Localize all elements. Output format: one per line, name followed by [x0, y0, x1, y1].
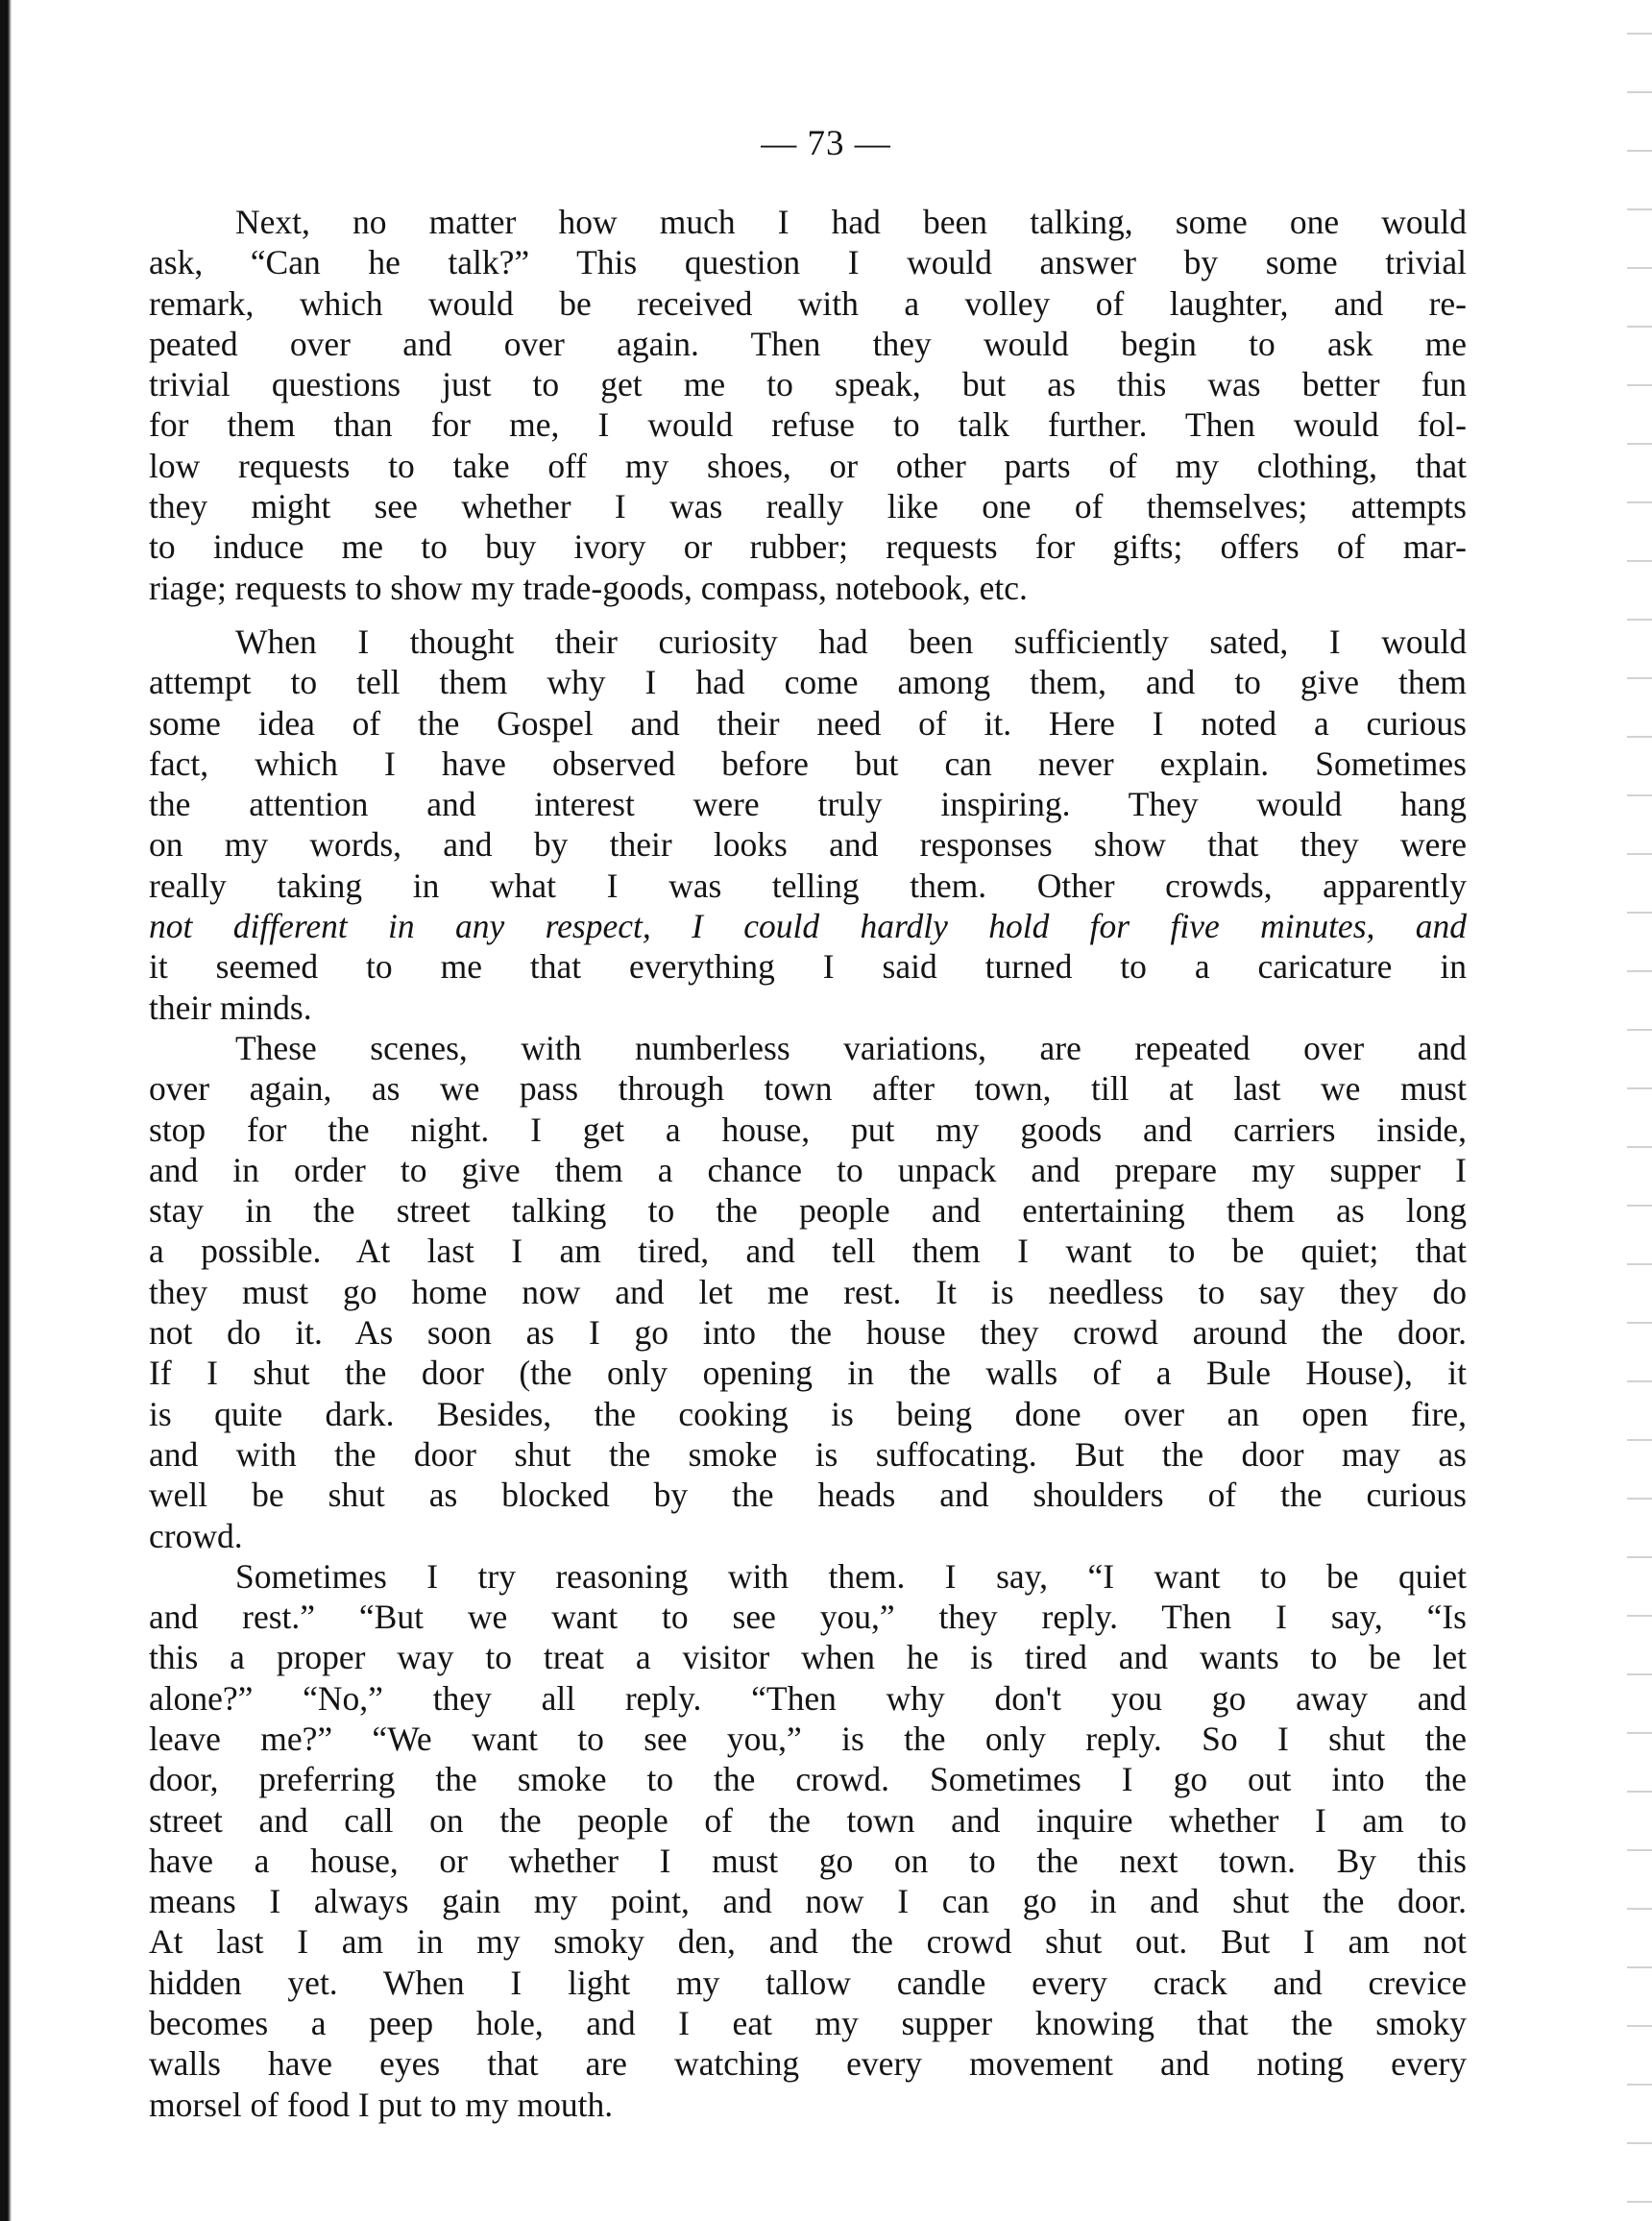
text-line: Next, no matter how much I had been talking, some one would	[235, 203, 1467, 241]
text-line: on my words, and by their looks and responses show that they were	[149, 825, 1467, 865]
text-line: attempt to tell them why I had come among them, and to give them	[149, 663, 1467, 702]
text-line: is quite dark. Besides, the cooking is being done over an open fire,	[149, 1394, 1467, 1433]
text-line: the attention and interest were truly inspiring. They would hang	[149, 785, 1467, 824]
paragraph-gap	[149, 608, 1467, 622]
text-line: and in order to give them a chance to unpack and prepare my supper I	[149, 1150, 1467, 1189]
text-line: means I always gain my point, and now I can go in and shut the door.	[149, 1882, 1467, 1921]
text-line: peated over and over again. Then they would begin to ask me	[149, 324, 1467, 363]
text-line: alone?” “No,” they all reply. “Then why don't you go away and	[149, 1678, 1467, 1718]
page-number: — 73 —	[761, 124, 891, 163]
paragraph	[149, 1028, 1467, 1556]
text-line: If I shut the door (the only opening in the walls of a Bule House), it	[149, 1354, 1467, 1393]
text-line: and rest.” “But we want to see you,” they reply. Then I say, “Is	[149, 1598, 1467, 1637]
text-line: stay in the street talking to the people and entertaining them as long	[149, 1191, 1467, 1231]
page-edge-noise	[1627, 0, 1652, 2221]
text-line: morsel of food I put to my mouth.	[149, 2085, 614, 2124]
text-line: and with the door shut the smoke is suffocating. But the door may as	[149, 1434, 1467, 1474]
text-line: Sometimes I try reasoning with them. I say, “I want to be quiet	[235, 1556, 1467, 1596]
text-line: to induce me to buy ivory or rubber; requests for gifts; offers of mar-	[149, 527, 1467, 567]
paragraph	[149, 202, 1467, 608]
text-line: riage; requests to show my trade-goods, compass, notebook, etc.	[149, 568, 1028, 607]
text-line: not different in any respect, I could hardly hold for five minutes, and	[149, 907, 1467, 946]
text-line: door, preferring the smoke to the crowd. Sometimes I go out into the	[149, 1760, 1467, 1799]
text-line: it seemed to me that everything I said turned to a caricature in	[149, 947, 1467, 987]
text-line: their minds.	[149, 988, 312, 1027]
text-line: leave me?” “We want to see you,” is the only reply. So I shut the	[149, 1719, 1467, 1758]
text-line: walls have eyes that are watching every movement and noting every	[149, 2044, 1467, 2084]
binding-edge-shadow	[0, 0, 12, 2221]
text-line: for them than for me, I would refuse to talk further. Then would fol-	[149, 405, 1467, 445]
text-line: some idea of the Gospel and their need of it. Here I noted a curious	[149, 703, 1467, 743]
text-line: a possible. At last I am tired, and tell them I want to be quiet; that	[149, 1232, 1467, 1271]
text-line: trivial questions just to get me to speak, but as this was better fun	[149, 365, 1467, 404]
text-line: fact, which I have observed before but can never explain. Sometimes	[149, 744, 1467, 783]
text-line: they must go home now and let me rest. It is needless to say they do	[149, 1272, 1467, 1311]
text-line: well be shut as blocked by the heads and shoulders of the curious	[149, 1476, 1467, 1515]
text-line: low requests to take off my shoes, or other parts of my clothing, that	[149, 446, 1467, 485]
paragraph	[149, 1556, 1467, 2125]
text-line: have a house, or whether I must go on to the next town. By this	[149, 1841, 1467, 1880]
text-line: At last I am in my smoky den, and the crowd shut out. But I am not	[149, 1922, 1467, 1962]
paragraph	[149, 622, 1467, 1028]
text-line: When I thought their curiosity had been sufficiently sated, I would	[235, 622, 1467, 661]
text-line: not do it. As soon as I go into the house they crowd around the door.	[149, 1313, 1467, 1353]
text-line: stop for the night. I get a house, put my goods and carriers inside,	[149, 1110, 1467, 1149]
text-line: ask, “Can he talk?” This question I would answer by some trivial	[149, 243, 1467, 282]
text-line: over again, as we pass through town after town, till at last we must	[149, 1069, 1467, 1109]
text-line: remark, which would be received with a volley of laughter, and re-	[149, 283, 1467, 323]
text-line: street and call on the people of the town and inquire whether I am to	[149, 1800, 1467, 1840]
text-line: they might see whether I was really like one of themselves; attempts	[149, 487, 1467, 526]
text-line: These scenes, with numberless variations, are repeated over and	[235, 1028, 1467, 1067]
text-line: hidden yet. When I light my tallow candle every crack and crevice	[149, 1963, 1467, 2002]
text-line: really taking in what I was telling them. Other crowds, apparently	[149, 866, 1467, 905]
text-line: this a proper way to treat a visitor when he is tired and wants to be let	[149, 1638, 1467, 1677]
text-line: becomes a peep hole, and I eat my supper knowing that the smoky	[149, 2004, 1467, 2043]
body-text	[149, 202, 1467, 2125]
text-line: crowd.	[149, 1516, 243, 1555]
